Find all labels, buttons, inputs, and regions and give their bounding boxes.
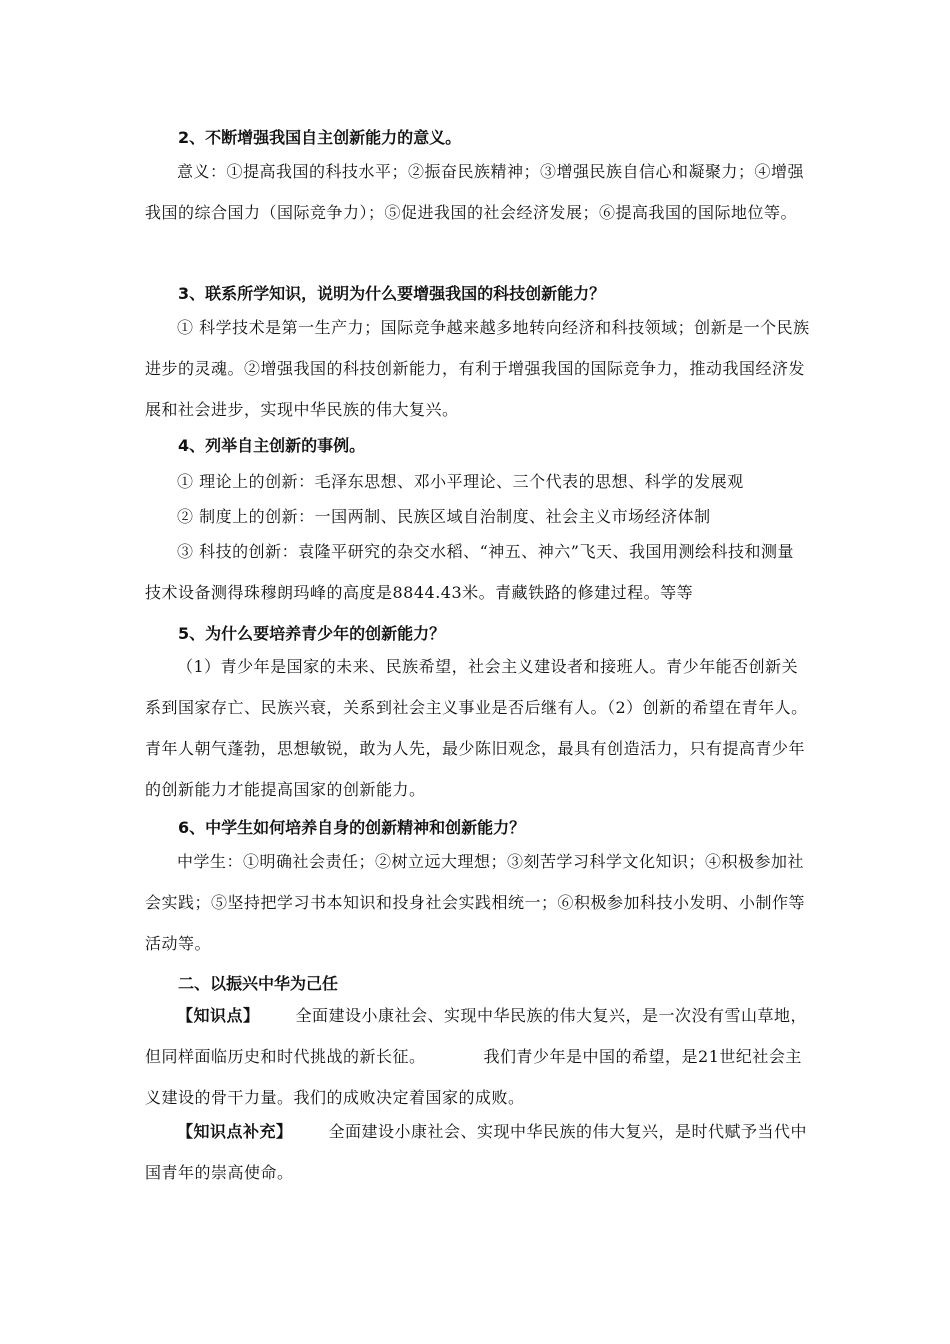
part-2-heading: 二、以振兴中华为己任 [178,974,339,993]
section-2-body: 意义：①提高我国的科技水平；②振奋民族精神；③增强民族自信心和凝聚力；④增强我国的综合国力（国际竞争力）；⑤促进我国的社会经济发展；⑥提高我国的国际地位等。 [145,162,805,222]
section-5-body: （1）青少年是国家的未来、民族希望，社会主义建设者和接班人。青少年能否创新关系到国家存亡、民族兴衰，关系到社会主义事业是否后继有人。（2）创新的希望在青年人。青年人朝气蓬勃，思想敏锐，敢为人先，最少陈旧观念，最具有创造活力，只有提高青少年的创新能力才能提高国家的创新能力。 [145,657,808,799]
list-item: ② 制度上的创新：一国两制、民族区域自治制度、社会主义市场经济体制 [177,507,711,526]
knowledge-point-text-1: 全面建设小康社会、实现中华民族的伟大复兴，是一次没有雪山草地，但同样面临历史和时代挑战的新长征。 [145,1006,808,1066]
knowledge-supplement-label: 【知识点补充】 [177,1122,293,1141]
knowledge-supplement-paragraph [145,1111,810,1193]
list-item: ③ 科技的创新：袁隆平研究的杂交水稻、“神五、神六”飞天、我国用测绘科技和测量技术设备测得珠穆朗玛峰的高度是8844.43米。青藏铁路的修建过程。等等 [145,542,794,602]
section-6-heading: 6、中学生如何培养自身的创新精神和创新能力？ [178,818,526,837]
knowledge-point-text-2: 我们青少年是中国的希望，是21世纪社会主义建设的骨干力量。我们的成败决定着国家的成败。 [145,1047,802,1107]
list-item: ① 理论上的创新：毛泽东思想、邓小平理论、三个代表的思想、科学的发展观 [177,472,744,491]
knowledge-supplement-text: 全面建设小康社会、实现中华民族的伟大复兴，是时代赋予当代中国青年的崇高使命。 [145,1122,808,1182]
section-2-heading: 2、不断增强我国自主创新能力的意义。 [178,128,462,147]
section-4-list [145,461,810,613]
section-3-heading: 3、联系所学知识，说明为什么要增强我国的科技创新能力？ [178,284,606,303]
knowledge-point-paragraph [145,995,810,1118]
section-3-body: ① 科学技术是第一生产力；国际竞争越来越多地转向经济和科技领域；创新是一个民族进步的灵魂。②增强我国的科技创新能力，有利于增强我国的国际竞争力，推动我国经济发展和社会进步，实现中华民族的伟大复兴。 [145,318,810,419]
section-5-heading: 5、为什么要培养青少年的创新能力？ [178,624,446,643]
section-4-heading: 4、列举自主创新的事例。 [178,436,366,455]
knowledge-point-label: 【知识点】 [177,1006,260,1025]
section-6-body: 中学生：①明确社会责任；②树立远大理想；③刻苦学习科学文化知识；④积极参加社会实践；⑤坚持把学习书本知识和投身社会实践相统一；⑥积极参加科技小发明、小制作等活动等。 [145,852,806,953]
